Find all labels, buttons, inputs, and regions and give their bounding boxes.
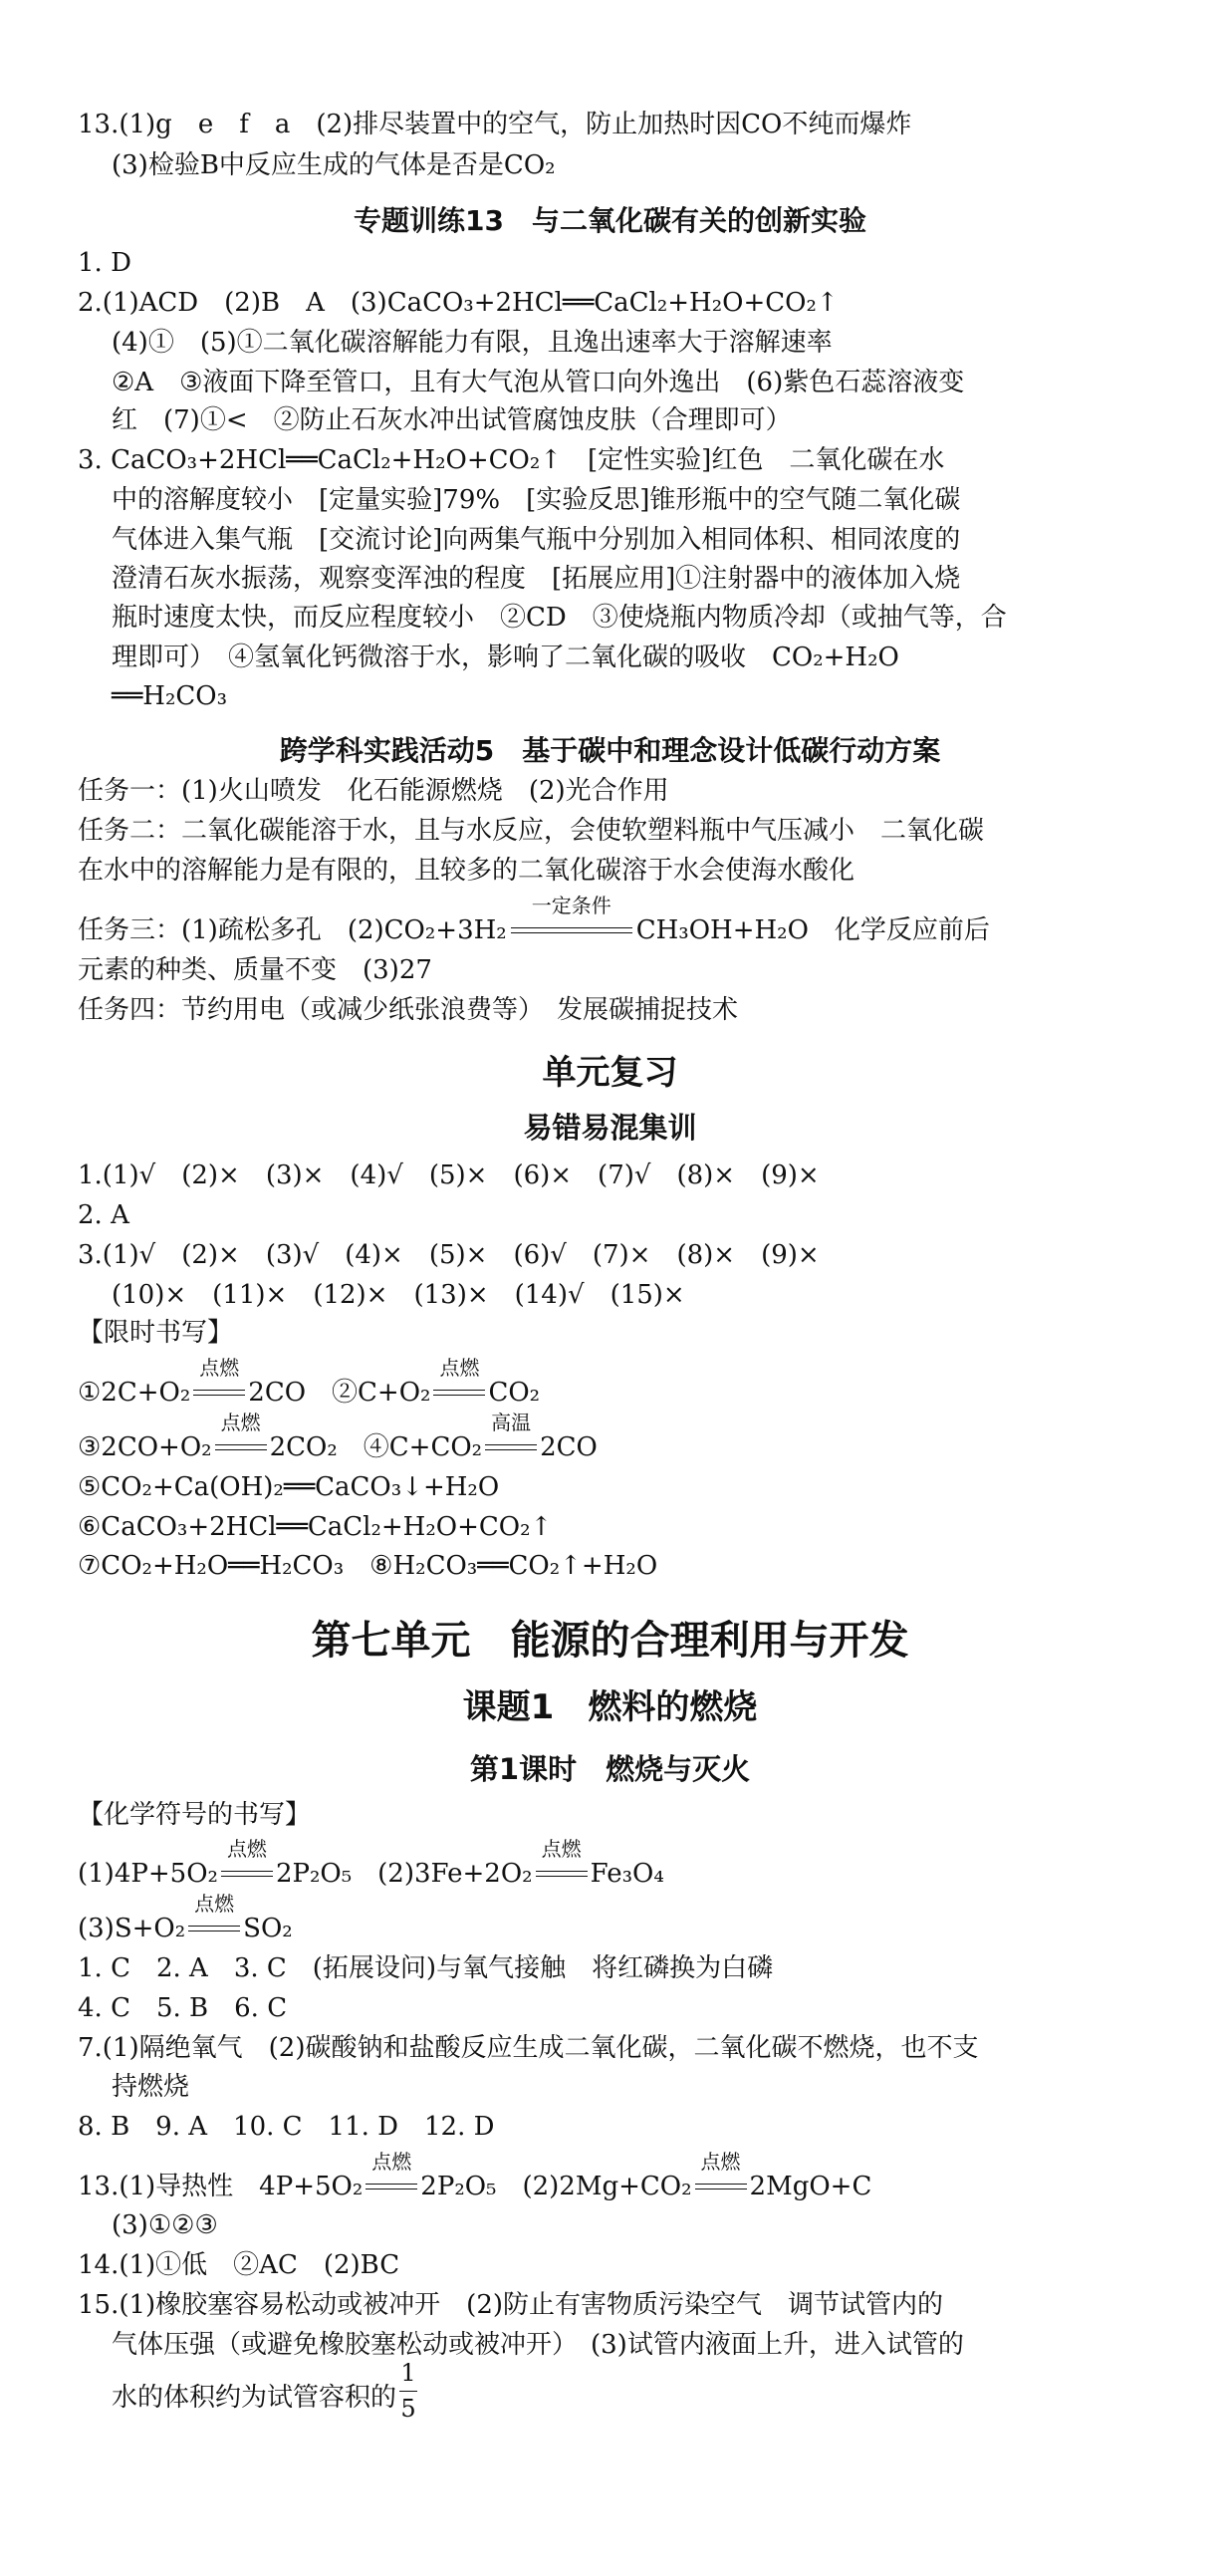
reaction-condition: 点燃 <box>533 1857 591 1891</box>
section-heading: 跨学科实践活动5 基于碳中和理念设计低碳行动方案 <box>279 734 941 767</box>
answer-line: 气体压强（或避免橡胶塞松动或被冲开） (3)试管内液面上升，进入试管的 <box>112 2330 964 2360</box>
answer-line: 15.(1)橡胶塞容易松动或被冲开 (2)防止有害物质污染空气 调节试管内的 <box>78 2290 944 2320</box>
answer-line: 14.(1)①低 ②AC (2)BC <box>78 2250 400 2280</box>
answer-line: 澄清石灰水振荡，观察变浑浊的程度 [拓展应用]①注射器中的液体加入烧 <box>112 564 961 594</box>
section-heading: 专题训练13 与二氧化碳有关的创新实验 <box>354 204 866 237</box>
answer-line: ══H₂CO₃ <box>112 681 228 711</box>
answer-line: 任务二：二氧化碳能溶于水，且与水反应，会使软塑料瓶中气压减小 二氧化碳 <box>78 816 985 846</box>
answer-line: 任务一：(1)火山喷发 化石能源燃烧 (2)光合作用 <box>78 776 669 806</box>
answer-line: 持燃烧 <box>112 2072 190 2102</box>
answer-line: 7.(1)隔绝氧气 (2)碳酸钠和盐酸反应生成二氧化碳，二氧化碳不燃烧，也不支 <box>78 2033 979 2063</box>
reaction-condition: 点燃 <box>212 1430 270 1464</box>
reaction-condition: 点燃 <box>185 1912 243 1945</box>
reaction-condition: 高温 <box>482 1430 540 1464</box>
answer-line: 【限时书写】 <box>78 1318 234 1348</box>
answer-line: ②A ③液面下降至管口，且有大气泡从管口向外逸出 (6)紫色石蕊溶液变 <box>112 368 965 397</box>
answer-line: 2. A <box>78 1200 129 1230</box>
answer-line: (4)① (5)①二氧化碳溶解能力有限，且逸出速率大于溶解速率 <box>112 328 833 358</box>
answer-line: 【化学符号的书写】 <box>78 1800 312 1830</box>
answer-line: 8. B 9. A 10. C 11. D 12. D <box>78 2112 495 2142</box>
answer-line: (10)× (11)× (12)× (13)× (14)√ (15)× <box>112 1280 685 1310</box>
equation-line: 13.(1)导热性 4P+5O₂ 点燃 2P₂O₅ (2)2Mg+CO₂ 点燃 2MgO+C <box>78 2150 872 2201</box>
equation-line: ⑦CO₂+H₂O══H₂CO₃ ⑧H₂CO₃══CO₂↑+H₂O <box>78 1551 658 1581</box>
answer-line: 4. C 5. B 6. C <box>78 1993 288 2023</box>
lesson-title: 课题1 燃料的燃烧 <box>462 1687 758 1727</box>
answer-line: 13.(1)g e f a (2)排尽装置中的空气，防止加热时因CO不纯而爆炸 <box>78 110 912 139</box>
reaction-condition: 点燃 <box>430 1376 488 1410</box>
answer-line: 3.(1)√ (2)× (3)√ (4)× (5)× (6)√ (7)× (8)× (9)× <box>78 1240 820 1270</box>
reaction-condition: 点燃 <box>190 1376 248 1410</box>
section-heading: 单元复习 <box>542 1053 678 1093</box>
answer-line: 红 (7)①< ②防止石灰水冲出试管腐蚀皮肤（合理即可） <box>112 405 792 435</box>
answer-line: 水的体积约为试管容积的 $\frac{1}{5}$ <box>112 2381 420 2415</box>
fraction: $\frac{1}{5}$ <box>400 2359 416 2423</box>
answer-line: 气体进入集气瓶 [交流讨论]向两集气瓶中分别加入相同体积、相同浓度的 <box>112 525 961 555</box>
answer-line: 任务三：(1)疏松多孔 (2)CO₂+3H₂ 一定条件 CH₃OH+H₂O 化学反应前后 <box>78 894 990 945</box>
reaction-condition: 点燃 <box>363 2170 420 2203</box>
answer-line: 在水中的溶解能力是有限的，且较多的二氧化碳溶于水会使海水酸化 <box>78 856 855 886</box>
answer-line: 元素的种类、质量不变 (3)27 <box>78 955 432 985</box>
equation-line: (3)S+O₂ 点燃 SO₂ <box>78 1892 293 1943</box>
answer-line: (3)检验B中反应生成的气体是否是CO₂ <box>112 150 556 180</box>
answer-line: 中的溶解度较小 [定量实验]79% [实验反思]锥形瓶中的空气随二氧化碳 <box>112 485 961 515</box>
equation-line: (1)4P+5O₂ 点燃 2P₂O₅ (2)3Fe+2O₂ 点燃 Fe₃O₄ <box>78 1837 664 1889</box>
answer-line: 1. C 2. A 3. C (拓展设问)与氧气接触 将红磷换为白磷 <box>78 1953 774 1983</box>
answer-line: 1.(1)√ (2)× (3)× (4)√ (5)× (6)× (7)√ (8)× (9)× <box>78 1160 820 1190</box>
equation-line: ③2CO+O₂ 点燃 2CO₂ ④C+CO₂ 高温 2CO <box>78 1411 598 1462</box>
answer-line: 1. D <box>78 248 131 278</box>
answer-line: 3. CaCO₃+2HCl══CaCl₂+H₂O+CO₂↑ [定性实验]红色 二氧化碳在水 <box>78 445 945 475</box>
lesson-subtitle: 第1课时 燃烧与灭火 <box>469 1752 751 1786</box>
unit-title: 第七单元 能源的合理利用与开发 <box>311 1618 909 1664</box>
answer-line: (3)①②③ <box>112 2210 218 2240</box>
equation-line: ⑥CaCO₃+2HCl══CaCl₂+H₂O+CO₂↑ <box>78 1512 553 1542</box>
answer-line: 理即可） ④氢氧化钙微溶于水，影响了二氧化碳的吸收 CO₂+H₂O <box>112 643 899 672</box>
section-heading: 易错易混集训 <box>523 1111 697 1145</box>
equation-line: ①2C+O₂ 点燃 2CO ②C+O₂ 点燃 CO₂ <box>78 1356 541 1408</box>
answer-line: 2.(1)ACD (2)B A (3)CaCO₃+2HCl══CaCl₂+H₂O+CO₂↑ <box>78 288 839 318</box>
reaction-condition: 点燃 <box>692 2170 750 2203</box>
reaction-condition: 点燃 <box>218 1857 276 1891</box>
answer-line: 瓶时速度太快，而反应程度较小 ②CD ③使烧瓶内物质冷却（或抽气等，合 <box>112 603 1007 633</box>
answer-line: 任务四：节约用电（或减少纸张浪费等） 发展碳捕捉技术 <box>78 995 739 1025</box>
equation-line: ⑤CO₂+Ca(OH)₂══CaCO₃↓+H₂O <box>78 1472 500 1502</box>
reaction-condition: 一定条件 <box>507 913 636 947</box>
